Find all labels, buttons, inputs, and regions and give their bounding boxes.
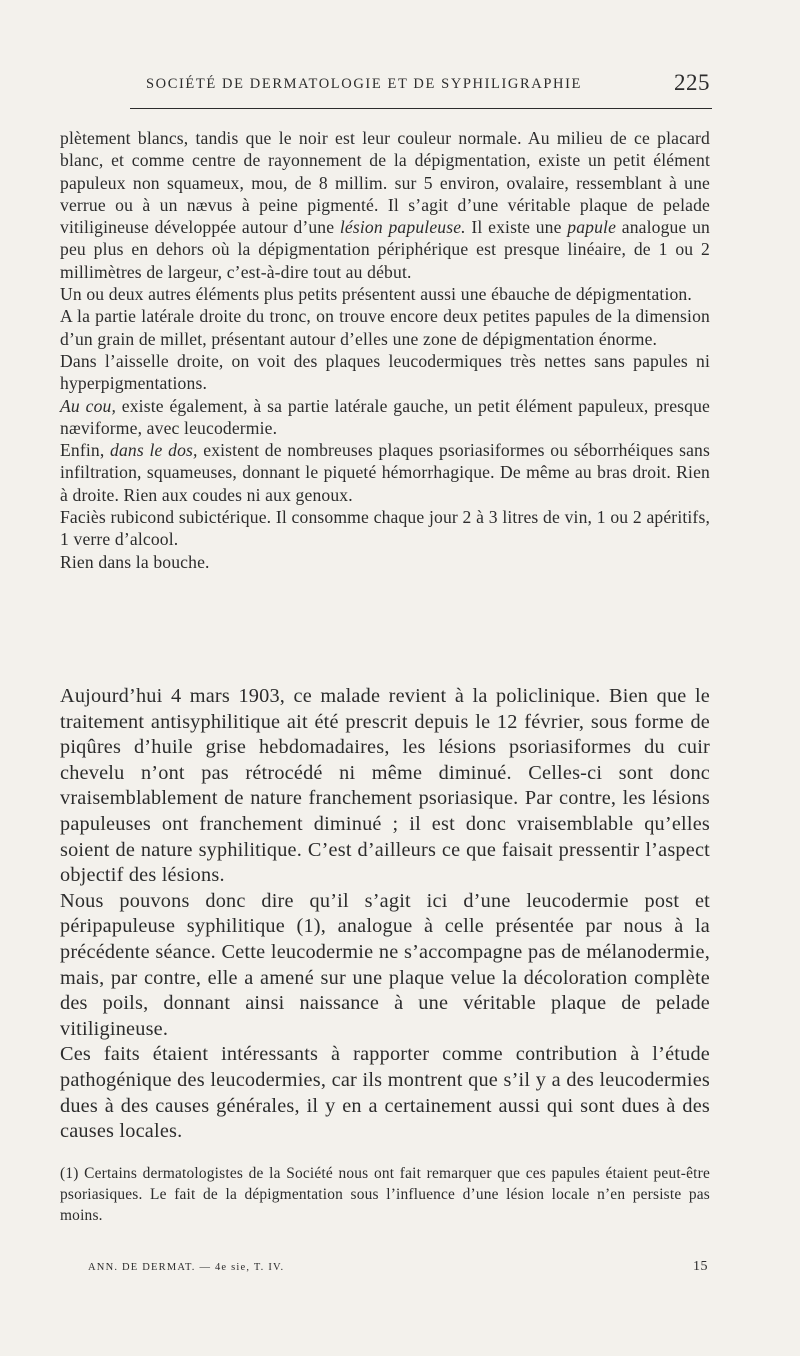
printer-signature: ANN. DE DERMAT. — 4e sie, T. IV. — [88, 1262, 285, 1273]
case-paragraph — [60, 551, 710, 573]
signature-number: 15 — [693, 1259, 708, 1274]
header-rule — [130, 108, 712, 109]
page-header — [130, 72, 710, 100]
discussion-paragraph: Aujourd’hui 4 mars 1903, ce malade revient à la policlinique. Bien que le traitement antisyphilitique ait été prescrit depuis le 12 février, sous forme de piqûres d’huile grise hebdomadaires, les lésions psoriasiformes du cuir chevelu n’ont pas rétrocédé ni même diminué. Celles-ci sont donc vraisemblablement de nature franchement psoriasique. Par contre, les lésions papuleuses ont franchement diminué ; il est donc vraisemblable qu’elles soient de nature syphilitique. C’est d’ailleurs ce que faisait pressentir l’aspect objectif des lésions. — [60, 685, 710, 887]
italic-run: Au cou, — [60, 395, 117, 416]
discussion-paragraph: Ces faits étaient intéressants à rapporter comme contribution à l’étude pathogénique des leucodermies, car ils montrent que s’il y a des leucodermies dues à des causes générales, il y en a certainement aussi qui sont dues à des causes locales. — [60, 1043, 710, 1143]
case-paragraph — [60, 506, 710, 551]
case-paragraph — [60, 127, 710, 283]
discussion-text — [60, 684, 710, 1145]
case-description — [60, 127, 710, 573]
case-paragraph — [60, 283, 710, 305]
text-run: existent de nombreuses plaques psoriasiformes ou séborrhéiques sans infiltration, squameuses, donnant le piqueté hémorrhagique. De même au bras droit. Rien à droite. Rien aux coudes ni aux genoux. — [60, 440, 711, 505]
text-run: A la partie latérale droite du tronc, on trouve encore deux petites papules de la dimension d’un grain de millet, présentant autour d’elles une zone de dépigmentation énorme. — [60, 306, 710, 349]
text-run: Rien dans la bouche. — [60, 551, 210, 572]
italic-run: dans le dos, — [110, 440, 198, 461]
case-paragraph — [60, 439, 710, 506]
discussion-paragraph: Nous pouvons donc dire qu’il s’agit ici d’une leucodermie post et péripapuleuse syphilitique (1), analogue à celle présentée par nous à la précédente séance. Cette leucodermie ne s’accompagne pas de mélanodermie, mais, par contre, elle a amené sur une plaque velue la décoloration complète des poils, donnant ainsi naissance à une véritable plaque de pelade vitiligineuse. — [60, 889, 710, 1040]
case-paragraph — [60, 350, 710, 395]
footnote — [60, 1164, 710, 1226]
text-run: Faciès rubicond subictérique. Il consomme chaque jour 2 à 3 litres de vin, 1 ou 2 apéritifs, 1 verre d’alcool. — [60, 507, 710, 550]
text-run: Dans l’aisselle droite, on voit des plaques leucodermiques très nettes sans papules ni hyperpigmentations. — [60, 350, 710, 394]
text-run: plètement blancs, tandis que le noir est leur couleur normale. Au milieu de ce placard blanc, et comme centre de rayonnement de la dépigmentation, existe un petit élément papuleux non squameux, mou, de 8 millim. sur 5 environ, ovalaire, ressemblant à une verrue ou à un nævus à peine pigmenté. Il s’agit d’une véritable plaque de pelade vitiligineuse développée autour d’une — [60, 128, 710, 238]
footnote-text: (1) Certains dermatologistes de la Société nous ont fait remarquer que ces papules étaient peut-être psoriasiques. Le fait de la dépigmentation sous l’influence d’une lésion locale n’en persiste pas moins. — [60, 1165, 710, 1224]
case-paragraph — [60, 395, 710, 440]
running-head: SOCIÉTÉ DE DERMATOLOGIE ET DE SYPHILIGRAPHIE — [146, 76, 582, 92]
italic-run: papule — [567, 217, 617, 238]
text-run: existe également, à sa partie latérale gauche, un petit élément papuleux, presque næviforme, avec leucodermie. — [60, 395, 711, 438]
text-run: Il existe une — [465, 217, 568, 238]
text-run: analogue un peu plus en dehors où la dépigmentation périphérique est presque linéaire, de 1 ou 2 millimètres de largeur, c’est-à-dire tout au début. — [60, 217, 711, 282]
page-number: 225 — [674, 70, 710, 95]
italic-run: lésion papuleuse. — [339, 217, 466, 238]
text-run: Un ou deux autres éléments plus petits présentent aussi une ébauche de dépigmentation. — [60, 284, 692, 305]
case-paragraph — [60, 305, 710, 350]
text-run: Enfin, — [60, 440, 111, 461]
